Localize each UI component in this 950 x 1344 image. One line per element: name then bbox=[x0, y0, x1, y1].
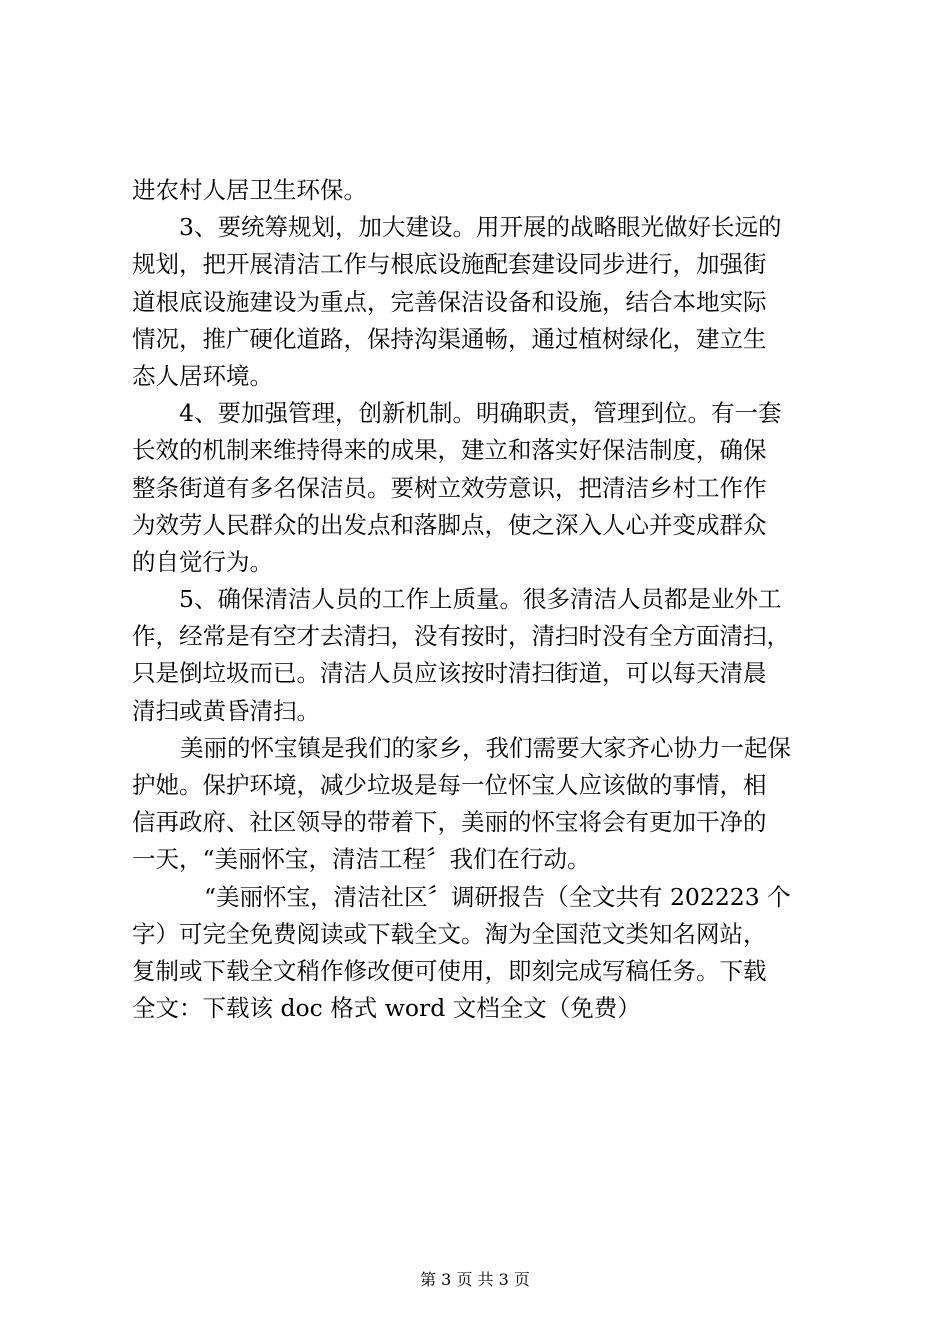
text-line: 4、要加强管理，创新机制。明确职责，管理到位。有一套 bbox=[179, 399, 782, 428]
text-line: 的自觉行为。 bbox=[132, 547, 273, 576]
text-line: 态人居环境。 bbox=[132, 361, 273, 390]
text-line: 为效劳人民群众的出发点和落脚点，使之深入人心并变成群众 bbox=[132, 510, 767, 539]
text-line: 5、确保清洁人员的工作上质量。很多清洁人员都是业外工 bbox=[179, 585, 782, 614]
text-line: 作，经常是有空才去清扫，没有按时，清扫时没有全方面清扫， bbox=[132, 622, 790, 651]
text-line: 全文：下载该 doc 格式 word 文档全文（免费） bbox=[132, 994, 641, 1023]
text-line: 美丽的怀宝镇是我们的家乡，我们需要大家齐心协力一起保 bbox=[180, 733, 791, 762]
text-line: 信再政府、社区领导的带着下，美丽的怀宝将会有更加干净的 bbox=[132, 808, 767, 837]
page-number-footer: 第 3 页 共 3 页 bbox=[420, 1270, 530, 1289]
text-line: 道根底设施建设为重点，完善保洁设备和设施，结合本地实际 bbox=[132, 287, 767, 316]
text-line: 一天，“美丽怀宝，清洁工程〞我们在行动。 bbox=[132, 845, 591, 874]
text-line: 复制或下载全文稍作修改便可使用，即刻完成写稿任务。下载 bbox=[132, 956, 767, 985]
document-body bbox=[132, 172, 832, 1027]
text-line: 进农村人居卫生环保。 bbox=[132, 176, 367, 204]
text-line: 规划，把开展清洁工作与根底设施配套建设同步进行，加强街 bbox=[132, 250, 767, 279]
text-line: 护她。保护环境，减少垃圾是每一位怀宝人应该做的事情，相 bbox=[132, 771, 767, 799]
text-line: 清扫或黄昏清扫。 bbox=[132, 696, 320, 725]
text-line: 字）可完全免费阅读或下载全文。淘为全国范文类知名网站， bbox=[132, 919, 767, 948]
text-line: “美丽怀宝，清洁社区〞调研报告（全文共有 202223 个 bbox=[204, 882, 791, 911]
text-line: 只是倒垃圾而已。清洁人员应该按时清扫街道，可以每天清晨 bbox=[132, 659, 767, 688]
text-line: 长效的机制来维持得来的成果，建立和落实好保洁制度，确保 bbox=[132, 436, 767, 465]
text-line: 情况，推广硬化道路，保持沟渠通畅，通过植树绿化，建立生 bbox=[132, 324, 767, 353]
text-line: 整条街道有多名保洁员。要树立效劳意识，把清洁乡村工作作 bbox=[132, 473, 767, 502]
text-line: 3、要统筹规划，加大建设。用开展的战略眼光做好长远的 bbox=[179, 213, 782, 242]
